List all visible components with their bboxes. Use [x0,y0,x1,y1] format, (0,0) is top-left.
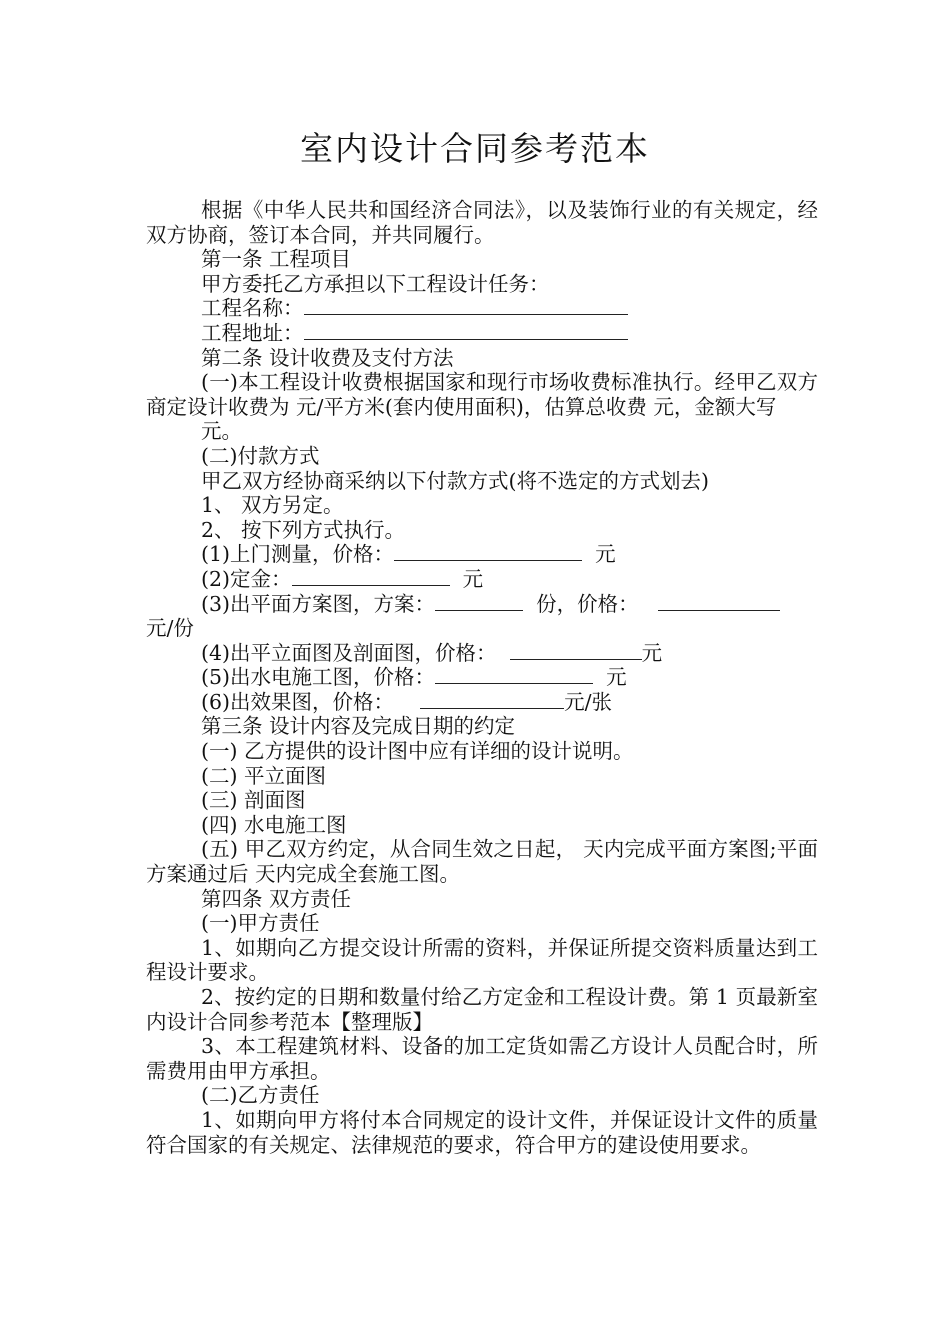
item-5-unit: 元 [606,665,627,690]
fee-paragraph: (一)本工程设计收费根据国家和现行市场收费标准执行。经甲乙双方商定设计收费为 元/平方米(套内使用面积)，估算总收费 元，金额大写 [146,370,818,419]
item-3-price-blank [658,592,780,611]
content-item-4: (四) 水电施工图 [201,812,347,837]
article-3-heading: 第三条 设计内容及完成日期的约定 [201,714,516,739]
item-3-mid: 份，价格： [536,591,639,616]
project-name-label: 工程名称： [201,296,304,321]
item-5-line [146,665,818,690]
payment-option-1: 1、 双方另定。 [201,493,344,518]
item-2-line [146,567,818,592]
article-2-heading: 第二条 设计收费及支付方法 [201,345,454,370]
item-4-line [146,641,818,666]
item-2-unit: 元 [462,566,484,591]
project-address-blank [304,321,628,340]
party-a-duty-3: 3、本工程建筑材料、设备的加工定货如需乙方设计人员配合时，所需费用由甲方承担。 [146,1034,818,1083]
intro-paragraph: 根据《中华人民共和国经济合同法》，以及装饰行业的有关规定，经双方协商，签订本合同，并共同履行。 [146,198,818,247]
article-4-heading: 第四条 双方责任 [201,886,352,911]
item-3-label: (3)出平面方案图，方案： [201,591,436,616]
item-2-label: (2)定金： [201,566,292,591]
item-6-unit: 元/张 [564,689,613,714]
item-4-blank [510,641,642,660]
payment-option-2: 2、 按下列方式执行。 [201,517,406,542]
page-title: 室内设计合同参考范本 [300,129,650,168]
party-a-duty-1: 1、如期向乙方提交设计所需的资料，并保证所提交资料质量达到工程设计要求。 [146,935,818,985]
item-4-label: (4)出平立面图及剖面图，价格： [201,640,497,665]
project-address-line [146,321,818,346]
item-3-count-blank [435,592,523,611]
item-1-label: (1)上门测量，价格： [201,542,395,567]
item-6-label: (6)出效果图，价格： [201,689,395,714]
content-item-1: (一) 乙方提供的设计图中应有详细的设计说明。 [201,739,634,764]
item-1-line [146,542,818,567]
item-2-blank [292,567,450,586]
party-a-heading: (一)甲方责任 [201,911,320,936]
article-1-heading: 第一条 工程项目 [201,247,352,272]
item-5-blank [435,665,593,684]
party-b-duty-1: 1、如期向甲方将付本合同规定的设计文件，并保证设计文件的质量符合国家的有关规定、法律规范的要求，符合甲方的建设使用要求。 [146,1107,818,1157]
item-4-unit: 元 [641,640,663,665]
document-body [146,198,818,1157]
party-a-duty-2: 2、按约定的日期和数量付给乙方定金和工程设计费。第 1 页最新室内设计合同参考范本【整理版】 [146,985,818,1034]
item-6-blank [420,690,564,709]
payment-method-desc: 甲乙双方经协商采纳以下付款方式(将不选定的方式划去) [201,468,709,493]
content-item-2: (二) 平立面图 [201,763,327,788]
content-item-3: (三) 剖面图 [201,788,306,813]
content-item-5: (五) 甲乙双方约定，从合同生效之日起， 天内完成平面方案图;平面方案通过后 天内完成全套施工图。 [146,837,818,887]
project-address-label: 工程地址： [201,320,304,345]
item-1-blank [394,542,582,561]
party-b-heading: (二)乙方责任 [201,1083,320,1108]
project-name-blank [304,296,628,315]
item-3-line [146,592,818,617]
article-1-desc: 甲方委托乙方承担以下工程设计任务： [201,271,550,296]
fee-paragraph-end: 元。 [201,419,242,444]
item-6-line [146,690,818,715]
item-3-unit: 元/份 [146,616,194,641]
project-name-line [146,296,818,321]
payment-method-heading: (二)付款方式 [201,443,320,468]
item-1-unit: 元 [595,542,616,567]
item-5-label: (5)出水电施工图，价格： [201,665,436,690]
